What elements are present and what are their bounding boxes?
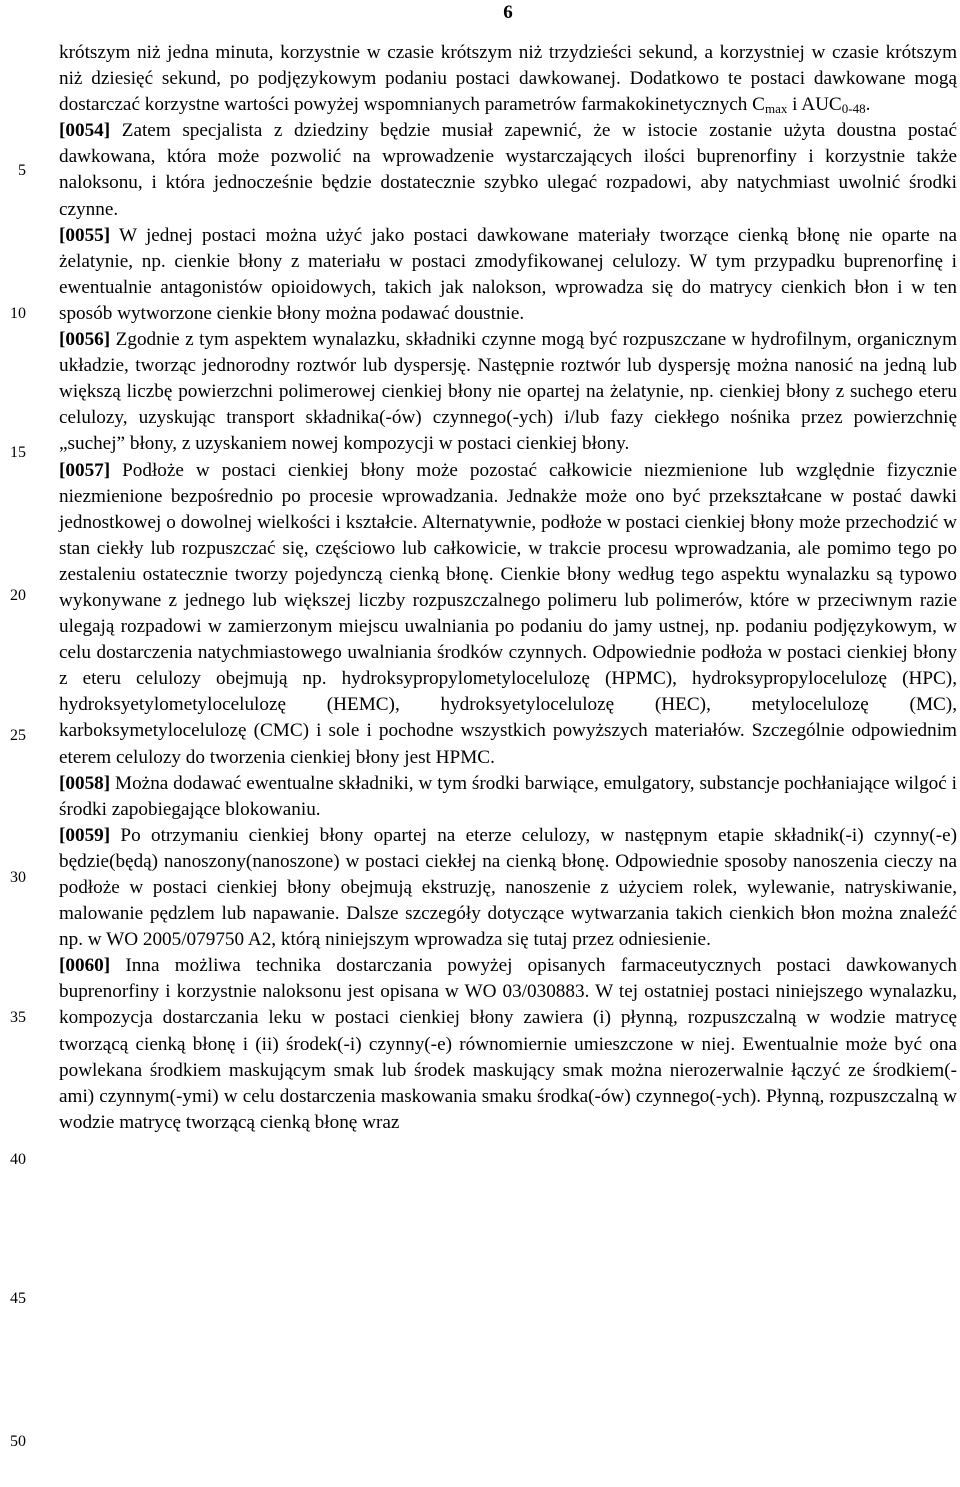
paragraph-id: [0055] bbox=[59, 224, 111, 246]
paragraph-text: Zatem specjalista z dziedziny będzie musiał zapewnić, że w istocie zostanie użyta doustna postać dawkowana, która może pozwolić na wprowadzenie wystarczających ilości buprenorfiny i korzystnie także naloksonu, i która jednocześnie będzie dostatecznie szybko ulegać rozpadowi, aby natychmiast uwolnić środki czynne. bbox=[59, 120, 957, 220]
paragraph-text: W jednej postaci można użyć jako postaci dawkowane materiały tworzące cienką błonę nie oparte na żelatynie, np. cienkie błony z materiału w postaci zmodyfikowanej celulozy. W tym przypadku buprenorfinę i ewentualnie antagonistów opioidowych, takich jak nalokson, wprowadza się do matrycy cienkich błon i w ten sposób wytworzone cienkie błony można podawać doustnie. bbox=[59, 224, 957, 324]
intro-text-mid: i AUC bbox=[787, 94, 842, 116]
paragraph-0056 bbox=[59, 327, 957, 457]
line-number: 10 bbox=[10, 305, 26, 322]
document-body bbox=[59, 40, 957, 1136]
auc-subscript: 0-48 bbox=[841, 101, 866, 117]
paragraph-id: [0058] bbox=[59, 772, 111, 794]
paragraph-id: [0056] bbox=[59, 329, 111, 351]
paragraph-0054 bbox=[59, 118, 957, 222]
paragraph-0058 bbox=[59, 771, 957, 823]
paragraph-id: [0054] bbox=[59, 120, 111, 142]
line-number: 15 bbox=[10, 444, 26, 461]
paragraph-text: Podłoże w postaci cienkiej błony może pozostać całkowicie niezmienione lub względnie fizycznie niezmienione bezpośrednio po procesie wprowadzania. Jednakże może ono być przekształcane w postać dawki jednostkowej o dowolnej wielkości i kształcie. Alternatywnie, podłoże w postaci cienkiej błony może przechodzić w stan ciekły lub rozpuszczać się, częściowo lub całkowicie, w trakcie procesu wprowadzania, ale pomimo tego po zestaleniu ostatecznie tworzy pojedynczą cienką błonę. Cienkie błony według tego aspektu wynalazku są typowo wykonywane z jednego lub większej liczby rozpuszczalnego polimeru lub polimerów, które w przeciwnym razie ulegają rozpadowi w zamierzonym miejscu uwalniania po podaniu do jamy ustnej, np. podaniu podjęzykowym, w celu dostarczenia natychmiastowego uwalniania środków czynnych. Odpowiednie podłoża w postaci cienkiej błony z eteru celulozy obejmują np. hydroksypropylometylocelulozę (HPMC), hydroksypropylocelulozę (HPC), hydroksyetylometylocelulozę (HEMC), hydroksyetylocelulozę (HEC), metylocelulozę (MC), karboksymetylocelulozę (CMC) i sole i pochodne wszystkich powyższych materiałów. Szczególnie odpowiednim eterem celulozy do tworzenia cienkiej błony jest HPMC. bbox=[59, 459, 957, 768]
line-number: 45 bbox=[10, 1290, 26, 1307]
line-number: 5 bbox=[18, 162, 26, 179]
line-number-margin bbox=[0, 0, 30, 1487]
paragraph-id: [0057] bbox=[59, 459, 111, 481]
intro-text: krótszym niż jedna minuta, korzystnie w czasie krótszym niż trzydzieści sekund, a korzystniej w czasie krótszym niż dziesięć sekund, po podjęzykowym podaniu postaci dawkowanej. Dodatkowo te postaci dawkowane mogą dostarczać korzystne wartości powyżej wspomnianych parametrów farmakokinetycznych C bbox=[59, 42, 957, 116]
paragraph-text: Inna możliwa technika dostarczania powyżej opisanych farmaceutycznych postaci dawkowanych buprenorfiny i korzystnie naloksonu jest opisana w WO 03/030883. W tej ostatniej postaci niniejszego wynalazku, kompozycja dostarczania leku w postaci cienkiej błony zawiera (i) płynną, rozpuszczalną w wodzie matrycę tworzącą cienką błonę i (ii) środek(-i) czynny(-e) równomiernie umieszczone w niej. Ewentualnie może być ona powlekana środkiem maskującym smak lub środek maskujący smak można nierozerwalnie łączyć ze środkiem(-ami) czynnym(-ymi) w celu dostarczenia maskowania smaku środka(-ów) czynnego(-ych). Płynną, rozpuszczalną w wodzie matrycę tworzącą cienką błonę wraz bbox=[59, 955, 957, 1133]
intro-paragraph bbox=[59, 40, 957, 118]
paragraph-text: Po otrzymaniu cienkiej błony opartej na eterze celulozy, w następnym etapie składnik(-i) czynny(-e) będzie(będą) nanoszony(nanoszone) w postaci ciekłej na cienką błonę. Odpowiednie sposoby nanoszenia cieczy na podłoże w postaci cienkiej błony obejmują ekstruzję, nanoszenie z użyciem rolek, wylewanie, natryskiwanie, malowanie pędzlem lub napawanie. Dalsze szczegóły dotyczące wytwarzania takich cienkich błon można znaleźć np. w WO 2005/079750 A2, którą niniejszym wprowadza się tutaj przez odniesienie. bbox=[59, 824, 957, 951]
paragraph-text: Można dodawać ewentualne składniki, w tym środki barwiące, emulgatory, substancje pochłaniające wilgoć i środki zapobiegające blokowaniu. bbox=[59, 772, 957, 820]
line-number: 50 bbox=[10, 1433, 26, 1450]
line-number: 35 bbox=[10, 1009, 26, 1026]
paragraph-0057 bbox=[59, 458, 957, 771]
paragraph-0060 bbox=[59, 953, 957, 1136]
page-number: 6 bbox=[503, 2, 513, 23]
line-number: 25 bbox=[10, 727, 26, 744]
paragraph-text: Zgodnie z tym aspektem wynalazku, składniki czynne mogą być rozpuszczane w hydrofilnym, organicznym układzie, tworząc jednorodny roztwór lub dyspersję. Następnie roztwór lub dyspersję można nanosić na jedną lub większą liczbę powierzchni polimerowej cienkiej błony nie opartej na żelatynie, np. cienkiej błony z suchego eteru celulozy, uzyskując transport składnika(-ów) czynnego(-ych) i/lub fazy ciekłego nośnika przez powierzchnię „suchej” błony, z uzyskaniem nowej kompozycji w postaci cienkiej błony. bbox=[59, 329, 957, 455]
paragraph-0055 bbox=[59, 223, 957, 327]
line-number: 30 bbox=[10, 869, 26, 886]
paragraph-id: [0059] bbox=[59, 824, 111, 846]
intro-text-end: . bbox=[865, 94, 871, 116]
cmax-subscript: max bbox=[764, 101, 788, 117]
paragraph-0059 bbox=[59, 823, 957, 953]
paragraph-id: [0060] bbox=[59, 955, 111, 977]
line-number: 40 bbox=[10, 1151, 26, 1168]
line-number: 20 bbox=[10, 587, 26, 604]
